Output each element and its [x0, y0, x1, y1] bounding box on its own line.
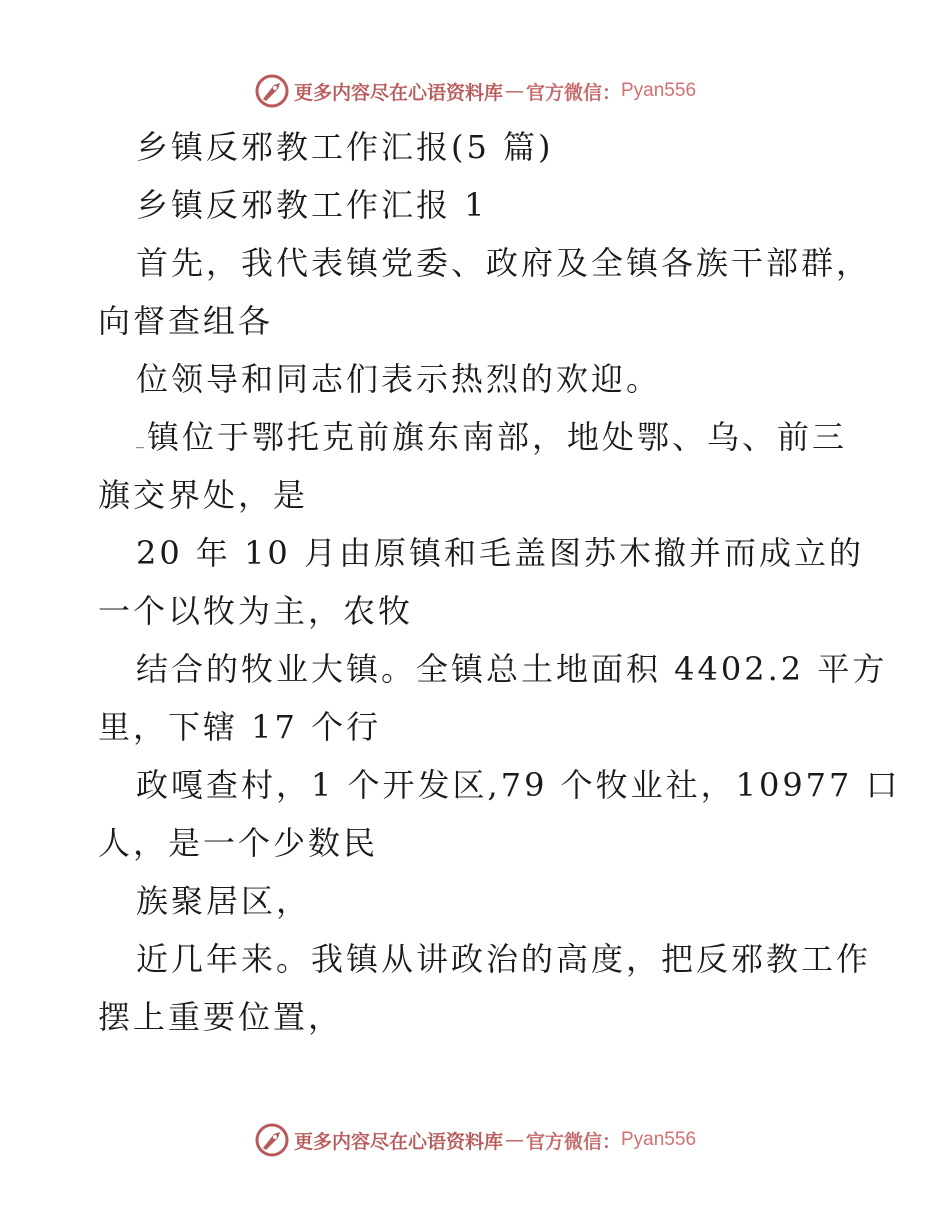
blank-placeholder: _	[136, 429, 147, 449]
watermark-dash: —	[504, 80, 524, 102]
paragraph-line: 一个以牧为主，农牧	[98, 592, 414, 630]
paragraph-line: 里，下辖 17 个行	[98, 708, 382, 746]
section-heading: 乡镇反邪教工作汇报 1	[136, 186, 488, 224]
paragraph-line: 20 年 10 月由原镇和毛盖图苏木撤并而成立的	[136, 534, 864, 572]
paragraph-line-text: 镇位于鄂托克前旗东南部，地处鄂、乌、前三	[147, 418, 848, 456]
paragraph-line: 族聚居区，	[136, 882, 312, 920]
paragraph-line: 位领导和同志们表示热烈的欢迎。	[136, 360, 662, 398]
watermark-wechat-id: Pyan556	[621, 80, 697, 101]
paragraph-line: 人，是一个少数民	[98, 824, 379, 862]
pen-nib-circle-icon	[254, 73, 290, 109]
paragraph-line: 摆上重要位置，	[98, 998, 344, 1036]
watermark-text: 更多内容尽在心语资料库	[293, 1130, 503, 1153]
document-title: 乡镇反邪教工作汇报(5 篇)	[136, 128, 554, 166]
watermark-dash: —	[504, 1129, 524, 1151]
watermark-banner-bottom[interactable]	[0, 1120, 950, 1160]
paragraph-line: 政嘎查村，1 个开发区,79 个牧业社，10977 口	[136, 766, 901, 804]
paragraph-line: 首先，我代表镇党委、政府及全镇各族干部群，	[136, 244, 872, 282]
watermark-official-label: 官方微信：	[525, 1130, 621, 1153]
pen-nib-circle-icon	[254, 1122, 290, 1158]
watermark-text: 更多内容尽在心语资料库	[293, 81, 503, 104]
paragraph-line: 近几年来。我镇从讲政治的高度，把反邪教工作	[136, 940, 872, 978]
watermark-official-label: 官方微信：	[525, 81, 621, 104]
paragraph-line	[136, 417, 847, 460]
paragraph-line: 结合的牧业大镇。全镇总土地面积 4402.2 平方	[136, 650, 888, 688]
watermark-banner-top[interactable]	[0, 71, 950, 111]
paragraph-line: 旗交界处，是	[98, 476, 309, 514]
watermark-wechat-id: Pyan556	[621, 1129, 697, 1150]
paragraph-line: 向督查组各	[98, 302, 274, 340]
